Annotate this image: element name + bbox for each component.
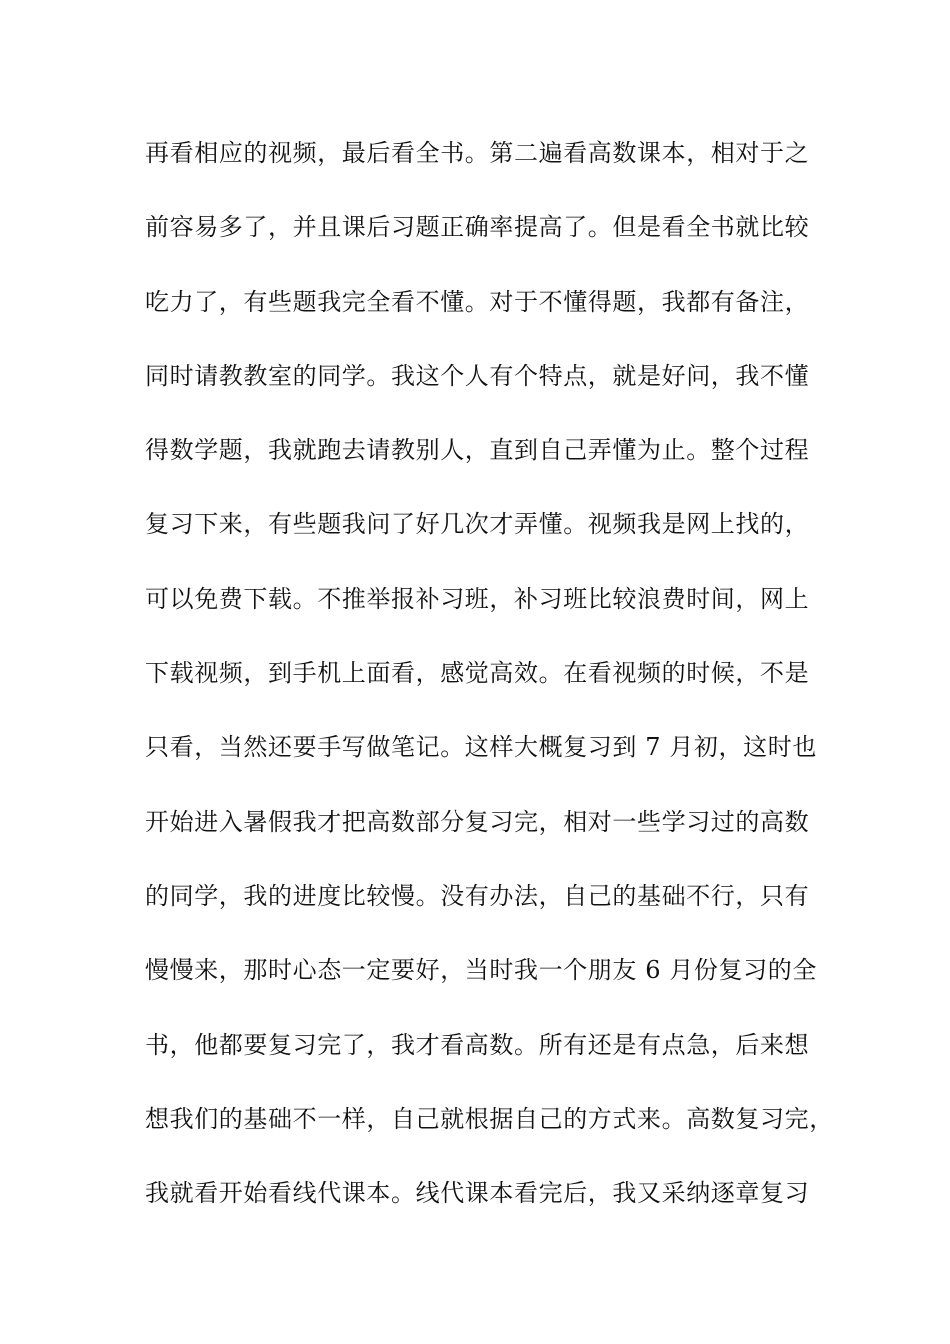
text-line-12: 慢慢来，那时心态一定要好，当时我一个朋友 6 月份复习的全 (145, 956, 817, 985)
text-line-5: 得数学题，我就跑去请教别人，直到自己弄懂为止。整个过程 (145, 436, 810, 465)
text-line-4: 同时请教教室的同学。我这个人有个特点，就是好问，我不懂 (145, 361, 810, 390)
text-line-7: 可以免费下载。不推举报补习班，补习班比较浪费时间，网上 (145, 584, 810, 613)
text-line-10: 开始进入暑假我才把高数部分复习完，相对一些学习过的高数 (145, 807, 810, 836)
text-line-1: 再看相应的视频，最后看全书。第二遍看高数课本，相对于之 (145, 139, 810, 167)
text-line-15: 我就看开始看线代课本。线代课本看完后，我又采纳逐章复习 (145, 1179, 810, 1208)
text-line-2: 前容易多了，并且课后习题正确率提高了。但是看全书就比较 (145, 213, 810, 242)
text-line-13: 书，他都要复习完了，我才看高数。所有还是有点急，后来想 (145, 1030, 810, 1059)
text-line-14: 想我们的基础不一样，自己就根据自己的方式来。高数复习完， (145, 1104, 834, 1133)
text-line-6: 复习下来，有些题我问了好几次才弄懂。视频我是网上找的， (145, 510, 810, 539)
text-line-8: 下载视频，到手机上面看，感觉高效。在看视频的时候，不是 (145, 659, 810, 688)
text-line-9: 只看，当然还要手写做笔记。这样大概复习到 7 月初，这时也 (145, 733, 817, 762)
text-line-3: 吃力了，有些题我完全看不懂。对于不懂得题，我都有备注， (145, 287, 810, 316)
text-line-11: 的同学，我的进度比较慢。没有办法，自己的基础不行，只有 (145, 881, 810, 910)
body-text (145, 130, 845, 1244)
